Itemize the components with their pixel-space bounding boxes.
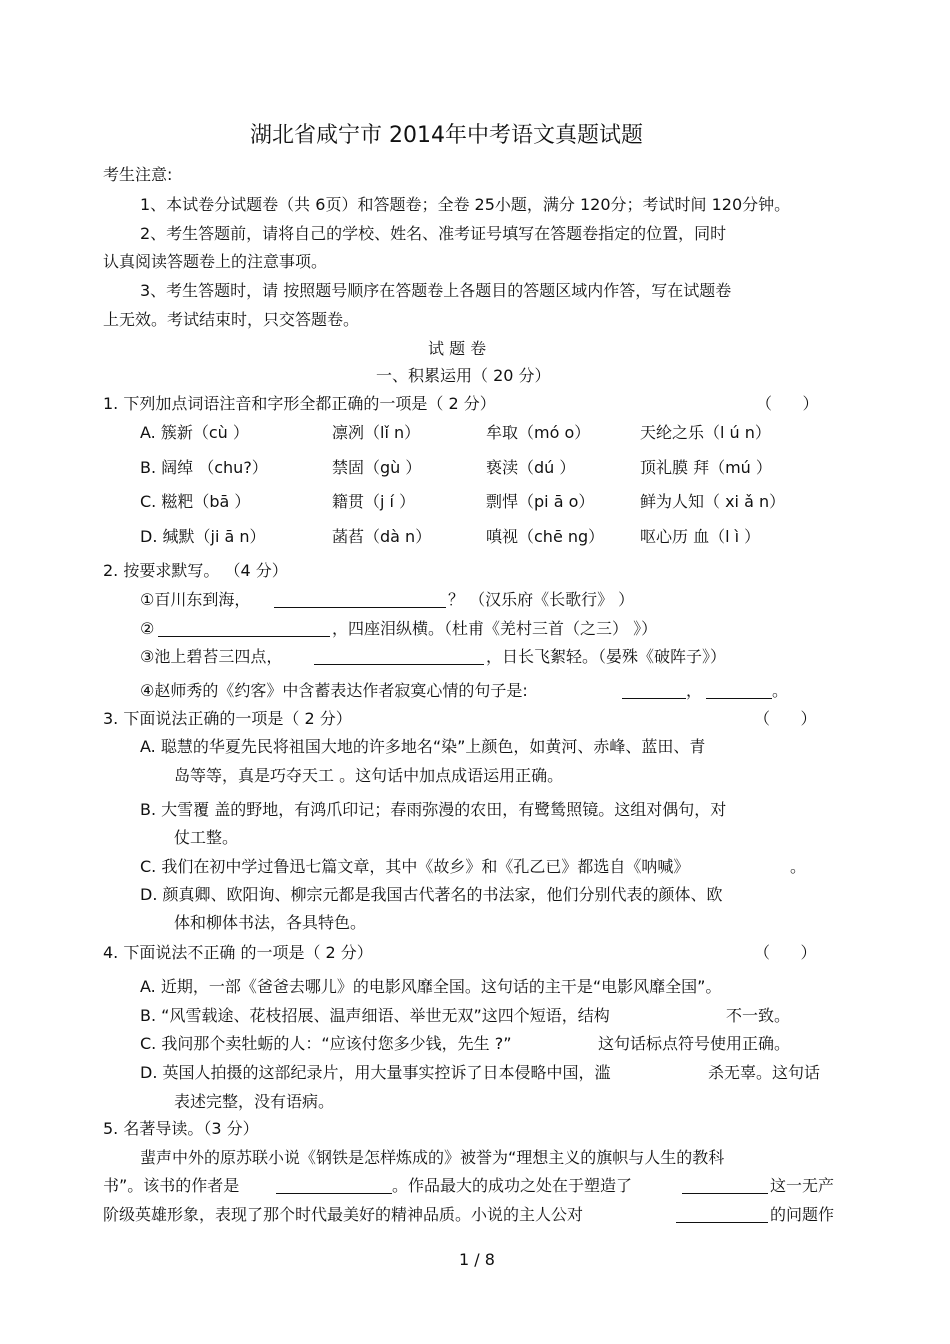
part-one-heading: 一、积累运用（ 20 分） bbox=[376, 366, 551, 385]
q3-answer-bracket: （ ） bbox=[754, 709, 817, 728]
page-title: 湖北省咸宁市 2014年中考语文真题试题 bbox=[250, 123, 643, 148]
q3-option-d-line-1: D. 颜真卿、欧阳询、柳宗元都是我国古代著名的书法家，他们分别代表的颜体、欧 bbox=[140, 885, 723, 904]
q1-option-b-1: B. 阔绰 （chu?） bbox=[140, 458, 268, 477]
q4-option-b-start: B. “风雪载途、花枝招展、温声细语、举世无双”这四个短语，结构 bbox=[140, 1006, 610, 1025]
q2-blank-1[interactable] bbox=[274, 592, 446, 608]
q4-stem: 4. 下面说法不正确 的一项是（ 2 分） bbox=[103, 943, 373, 962]
q2-blank-2[interactable] bbox=[158, 621, 330, 637]
q2-line-4-comma: ， bbox=[686, 681, 703, 700]
q1-option-d-3: 嗔视（chē ng） bbox=[486, 527, 605, 546]
q5-paragraph-line-2-start: 书”。该书的作者是 bbox=[103, 1176, 240, 1195]
q4-option-a: A. 近期，一部《爸爸去哪儿》的电影风靡全国。这句话的主干是“电影风靡全国”。 bbox=[140, 977, 722, 996]
q1-answer-bracket: （ ） bbox=[756, 394, 819, 413]
q2-blank-5[interactable] bbox=[706, 683, 772, 699]
q2-line-2-start: ② bbox=[140, 619, 155, 638]
q3-option-a-line-1: A. 聪慧的华夏先民将祖国大地的许多地名“染”上颜色，如黄河、赤峰、蓝田、青 bbox=[140, 737, 706, 756]
notice-item-2-line-2: 认真阅读答题卷上的注意事项。 bbox=[103, 252, 328, 271]
q1-option-c-1: C. 糍粑（bā ） bbox=[140, 492, 251, 511]
q5-blank-hero[interactable] bbox=[682, 1178, 768, 1194]
q3-option-d-line-2: 体和柳体书法，各具特色。 bbox=[174, 913, 367, 932]
q2-blank-3[interactable] bbox=[314, 649, 484, 665]
q2-blank-4[interactable] bbox=[622, 683, 686, 699]
q1-option-b-4: 顶礼膜 拜（mú ） bbox=[640, 458, 772, 477]
q2-stem: 2. 按要求默写。 （4 分） bbox=[103, 561, 288, 580]
q1-option-c-4: 鲜为人知（ xi ǎ n） bbox=[640, 492, 786, 511]
q1-option-c-3: 剽悍（pi ā o） bbox=[486, 492, 595, 511]
q1-option-b-2: 禁固（gù ） bbox=[332, 458, 422, 477]
q5-paragraph-line-2-end: 这一无产 bbox=[770, 1176, 835, 1195]
q2-line-2-end: ，四座泪纵横。（杜甫《羌村三首（之三） 》） bbox=[332, 619, 658, 638]
q4-option-d-start: D. 英国人拍摄的这部纪录片，用大量事实控诉了日本侵略中国，滥 bbox=[140, 1063, 611, 1082]
q3-option-b-line-2: 仗工整。 bbox=[174, 828, 239, 847]
q1-stem: 1. 下列加点词语注音和字形全都正确的一项是（ 2 分） bbox=[103, 394, 496, 413]
q1-option-a-2: 凛冽（lǐ n） bbox=[332, 423, 421, 442]
q4-option-b-end: 不一致。 bbox=[726, 1006, 791, 1025]
q1-option-d-4: 呕心历 血（l ì ） bbox=[640, 527, 761, 546]
page-number: 1 / 8 bbox=[459, 1250, 495, 1269]
q1-option-d-1: D. 缄默（ji ā n） bbox=[140, 527, 266, 546]
q5-paragraph-line-1: 蜚声中外的原苏联小说《钢铁是怎样炼成的》被誉为“理想主义的旗帜与人生的教科 bbox=[140, 1148, 725, 1167]
q4-option-c-end: 这句话标点符号使用正确。 bbox=[598, 1034, 791, 1053]
q1-option-a-4: 天纶之乐（l ú n） bbox=[640, 423, 771, 442]
q5-blank-author[interactable] bbox=[276, 1178, 392, 1194]
q5-paragraph-line-2-mid: 。作品最大的成功之处在于塑造了 bbox=[392, 1176, 633, 1195]
q2-line-1-end: ？ （汉乐府《长歌行》 ） bbox=[448, 590, 635, 609]
q5-stem: 5. 名著导读。（3 分） bbox=[103, 1119, 259, 1138]
q2-line-3-end: ，日长飞絮轻。（晏殊《破阵子》） bbox=[486, 647, 727, 666]
q5-blank-question[interactable] bbox=[676, 1207, 768, 1223]
q4-option-d-end: 杀无辜。这句话 bbox=[708, 1063, 821, 1082]
q4-option-d-line-2: 表述完整，没有语病。 bbox=[174, 1092, 335, 1111]
q5-paragraph-line-3-end: 的问题作 bbox=[770, 1205, 835, 1224]
q3-option-c-line-1: C. 我们在初中学过鲁迅七篇文章，其中《故乡》和《孔乙已》都选自《呐喊》 bbox=[140, 857, 690, 876]
q1-option-a-1: A. 簇新（cù ） bbox=[140, 423, 249, 442]
q4-option-c-start: C. 我问那个卖牡蛎的人：“应该付您多少钱，先生 ?” bbox=[140, 1034, 512, 1053]
q2-line-1-start: ①百川东到海， bbox=[140, 590, 251, 609]
q4-answer-bracket: （ ） bbox=[754, 943, 817, 962]
notice-item-2-line-1: 2、考生答题前，请将自己的学校、姓名、准考证号填写在答题卷指定的位置，同时 bbox=[140, 224, 727, 243]
q5-paragraph-line-3-start: 阶级英雄形象，表现了那个时代最美好的精神品质。小说的主人公对 bbox=[103, 1205, 584, 1224]
q2-line-3-start: ③池上碧苔三四点， bbox=[140, 647, 283, 666]
q3-option-a-line-2: 岛等等，真是巧夺天工 。这句话中加点成语运用正确。 bbox=[174, 766, 564, 785]
notice-heading: 考生注意: bbox=[103, 165, 173, 184]
q3-stem: 3. 下面说法正确的一项是（ 2 分） bbox=[103, 709, 352, 728]
q1-option-b-3: 亵渎（dú ） bbox=[486, 458, 576, 477]
q1-option-d-2: 菡萏（dà n） bbox=[332, 527, 432, 546]
q2-line-4-start: ④赵师秀的《约客》中含蓄表达作者寂寞心情的句子是: bbox=[140, 681, 528, 700]
notice-item-1: 1、本试卷分试题卷（共 6页）和答题卷；全卷 25小题，满分 120分；考试时间 120分钟。 bbox=[140, 195, 791, 214]
q3-option-c-end: 。 bbox=[790, 857, 807, 876]
q1-option-c-2: 籍贯（j í ） bbox=[332, 492, 416, 511]
notice-item-3-line-1: 3、考生答题时，请 按照题号顺序在答题卷上各题目的答题区域内作答，写在试题卷 bbox=[140, 281, 732, 300]
q3-option-b-line-1: B. 大雪覆 盖的野地，有鸿爪印记；春雨弥漫的农田，有鹭鸶照镜。这组对偶句，对 bbox=[140, 800, 727, 819]
notice-item-3-line-2: 上无效。考试结束时，只交答题卷。 bbox=[103, 310, 360, 329]
q2-line-4-end: 。 bbox=[772, 681, 789, 700]
paper-heading: 试 题 卷 bbox=[428, 339, 487, 358]
q1-option-a-3: 牟取（mó o） bbox=[486, 423, 591, 442]
